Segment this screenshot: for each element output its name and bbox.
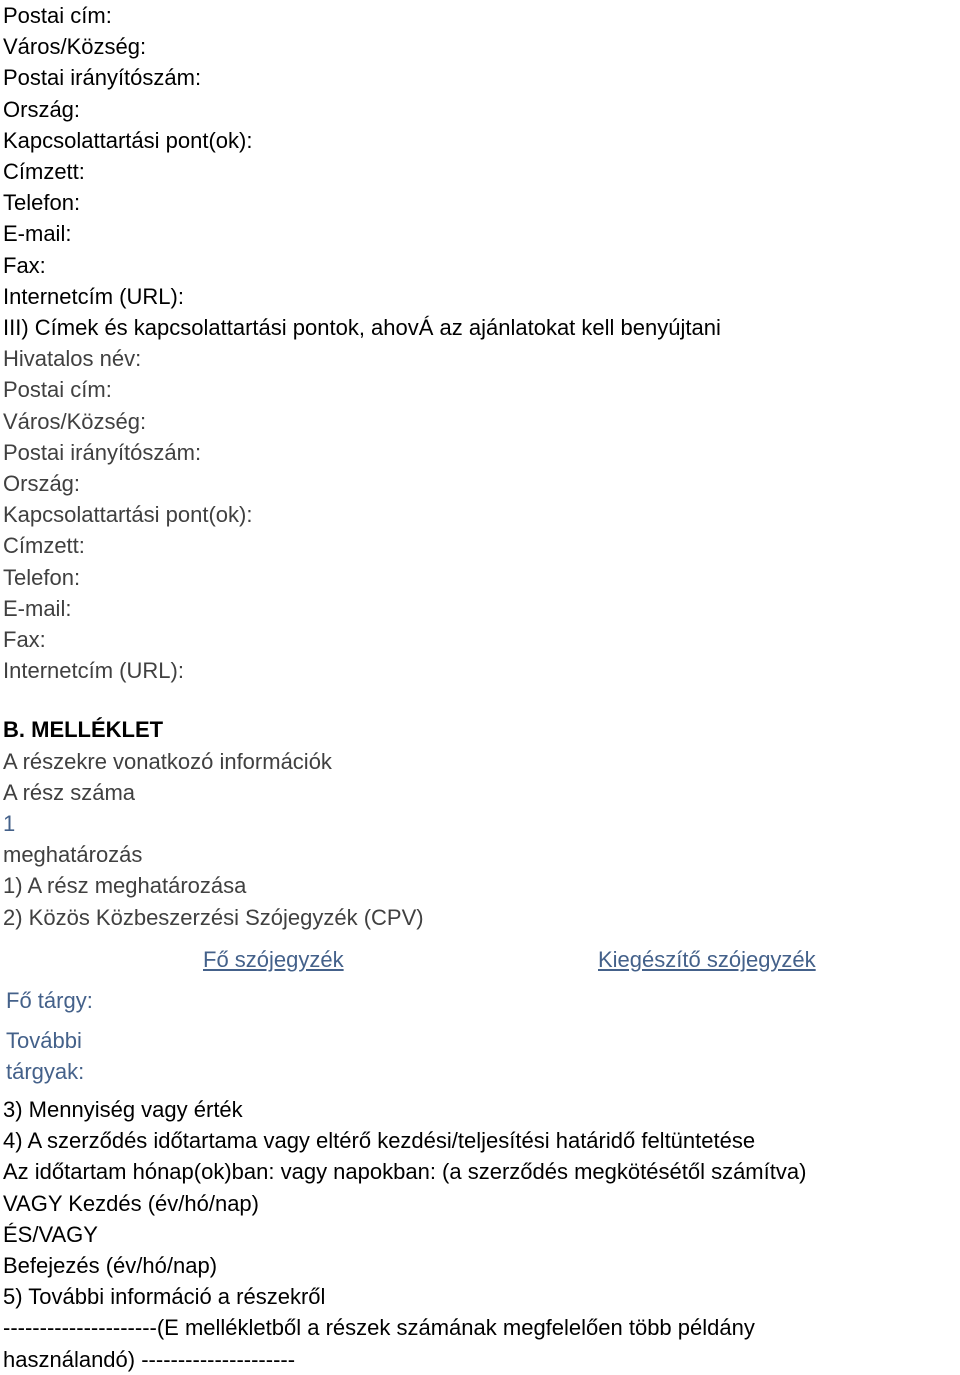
attention-label: Címzett: [3,159,85,185]
cpv-main-vocabulary-link[interactable]: Fő szójegyzék [203,946,344,972]
fax-label: Fax: [3,252,46,278]
cpv-table [3,933,958,1094]
phone-label: Telefon: [3,190,81,216]
postcode-label: Postai irányítószám: [3,439,202,465]
postal-address-label: Postai cím: [3,3,112,28]
definition-label: meghatározás [3,842,143,868]
spacer [3,686,958,714]
lot-definition-heading: 1) A rész meghatározása [3,873,247,899]
lot-number-value: 1 [3,811,16,837]
cpv-additional-objects-label-2: tárgyak: [6,1058,85,1084]
annex-subtitle: A részekre vonatkozó információk [3,748,332,774]
email-label: E-mail: [3,595,72,621]
attention-label: Címzett: [3,533,85,559]
country-label: Ország: [3,96,81,122]
annex-b [3,714,958,1375]
fax-label: Fax: [3,627,46,653]
annex-title: B. MELLÉKLET [3,717,164,743]
duration-heading: 4) A szerződés időtartama vagy eltérő kezdési/teljesítési határidő feltüntetése [3,1128,756,1154]
previous-address-block [3,0,958,312]
footer-note-line-2: használandó) --------------------- [3,1346,296,1372]
phone-label: Telefon: [3,564,81,590]
submission-address-block [3,312,958,686]
and-or-line: ÉS/VAGY [3,1221,98,1247]
city-label: Város/Község: [3,408,147,434]
contact-points-label: Kapcsolattartási pont(ok): [3,127,253,153]
lot-details [3,1094,958,1375]
start-date-line: VAGY Kezdés (év/hó/nap) [3,1190,259,1216]
postcode-label: Postai irányítószám: [3,65,202,91]
cpv-supplementary-vocabulary-link[interactable]: Kiegészítő szójegyzék [598,946,816,972]
url-label: Internetcím (URL): [3,283,184,309]
section-iii-heading: III) Címek és kapcsolattartási pontok, ahovÁ az ajánlatokat kell benyújtani [3,315,721,341]
duration-line: Az időtartam hónap(ok)ban: vagy napokban: (a szerződés megkötésétől számítva) [3,1159,807,1185]
contact-points-label: Kapcsolattartási pont(ok): [3,502,253,528]
cpv-heading: 2) Közös Közbeszerzési Szójegyzék (CPV) [3,904,424,930]
end-date-line: Befejezés (év/hó/nap) [3,1252,218,1278]
url-label: Internetcím (URL): [3,658,184,684]
cpv-additional-objects-label-1: További [6,1027,82,1053]
lot-number-label: A rész száma [3,779,136,805]
document [3,0,958,1375]
email-label: E-mail: [3,221,72,247]
cpv-main-object-label: Fő tárgy: [6,987,93,1013]
official-name-label: Hivatalos név: [3,346,142,372]
city-label: Város/Község: [3,34,147,60]
additional-info-heading: 5) További információ a részekről [3,1284,326,1310]
quantity-heading: 3) Mennyiség vagy érték [3,1096,243,1122]
country-label: Ország: [3,471,81,497]
footer-note-line-1: ---------------------(E mellékletből a részek számának megfelelően több példány [3,1315,755,1341]
postal-address-label: Postai cím: [3,377,112,403]
